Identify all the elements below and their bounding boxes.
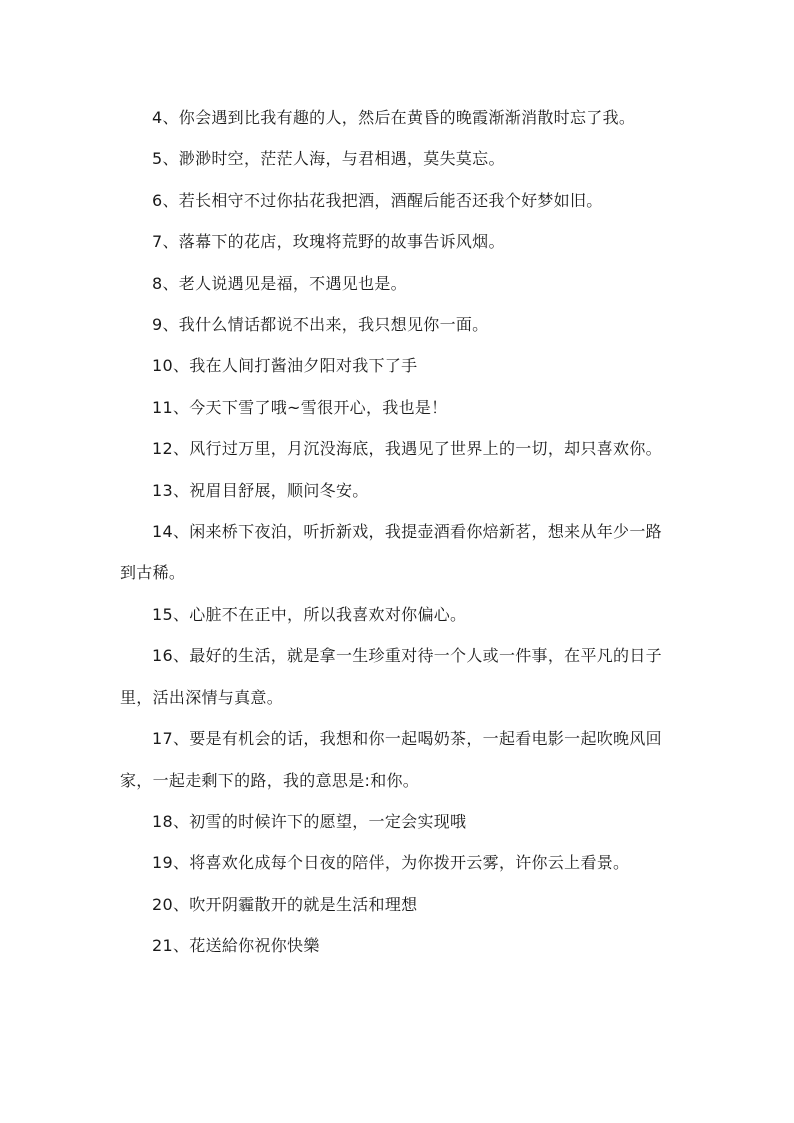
paragraph-6: 6、若长相守不过你拈花我把酒，酒醒后能否还我个好梦如旧。 xyxy=(152,190,603,210)
paragraph-5: 5、渺渺时空，茫茫人海，与君相遇，莫失莫忘。 xyxy=(152,149,505,169)
paragraph-13: 13、祝眉目舒展，顺问冬安。 xyxy=(152,480,369,500)
paragraph-14: 14、闲来桥下夜泊，听折新戏，我提壶酒看你焙新茗，想来从年少一路到古稀。 xyxy=(120,522,662,583)
paragraph-8: 8、老人说遇见是福，不遇见也是。 xyxy=(152,273,407,293)
paragraph-21: 21、花送給你祝你快樂 xyxy=(152,936,320,956)
paragraph-19: 19、将喜欢化成每个日夜的陪伴，为你拨开云雾，许你云上看景。 xyxy=(152,853,630,873)
paragraph-7: 7、落幕下的花店，玫瑰将荒野的故事告诉风烟。 xyxy=(152,232,505,252)
paragraph-4: 4、你会遇到比我有趣的人，然后在黄昏的晚霞渐渐消散时忘了我。 xyxy=(152,108,636,127)
paragraph-16: 16、最好的生活，就是拿一生珍重对待一个人或一件事，在平凡的日子里，活出深情与真意。 xyxy=(120,646,662,707)
paragraph-12: 12、风行过万里，月沉没海底，我遇见了世界上的一切，却只喜欢你。 xyxy=(152,439,662,459)
paragraph-10: 10、我在人间打酱油夕阳对我下了手 xyxy=(152,356,418,376)
paragraph-9: 9、我什么情话都说不出来，我只想见你一面。 xyxy=(152,315,489,335)
paragraph-17: 17、要是有机会的话，我想和你一起喝奶茶，一起看电影一起吹晚风回家，一起走剩下的路，我的意思是:和你。 xyxy=(120,729,662,790)
paragraph-15: 15、心脏不在正中，所以我喜欢对你偏心。 xyxy=(152,604,467,624)
paragraph-20: 20、吹开阴霾散开的就是生活和理想 xyxy=(152,894,418,914)
document-body xyxy=(120,97,675,967)
paragraph-18: 18、初雪的时候许下的愿望，一定会实现哦 xyxy=(152,811,467,831)
paragraph-11: 11、今天下雪了哦~雪很开心，我也是！ xyxy=(152,397,448,417)
